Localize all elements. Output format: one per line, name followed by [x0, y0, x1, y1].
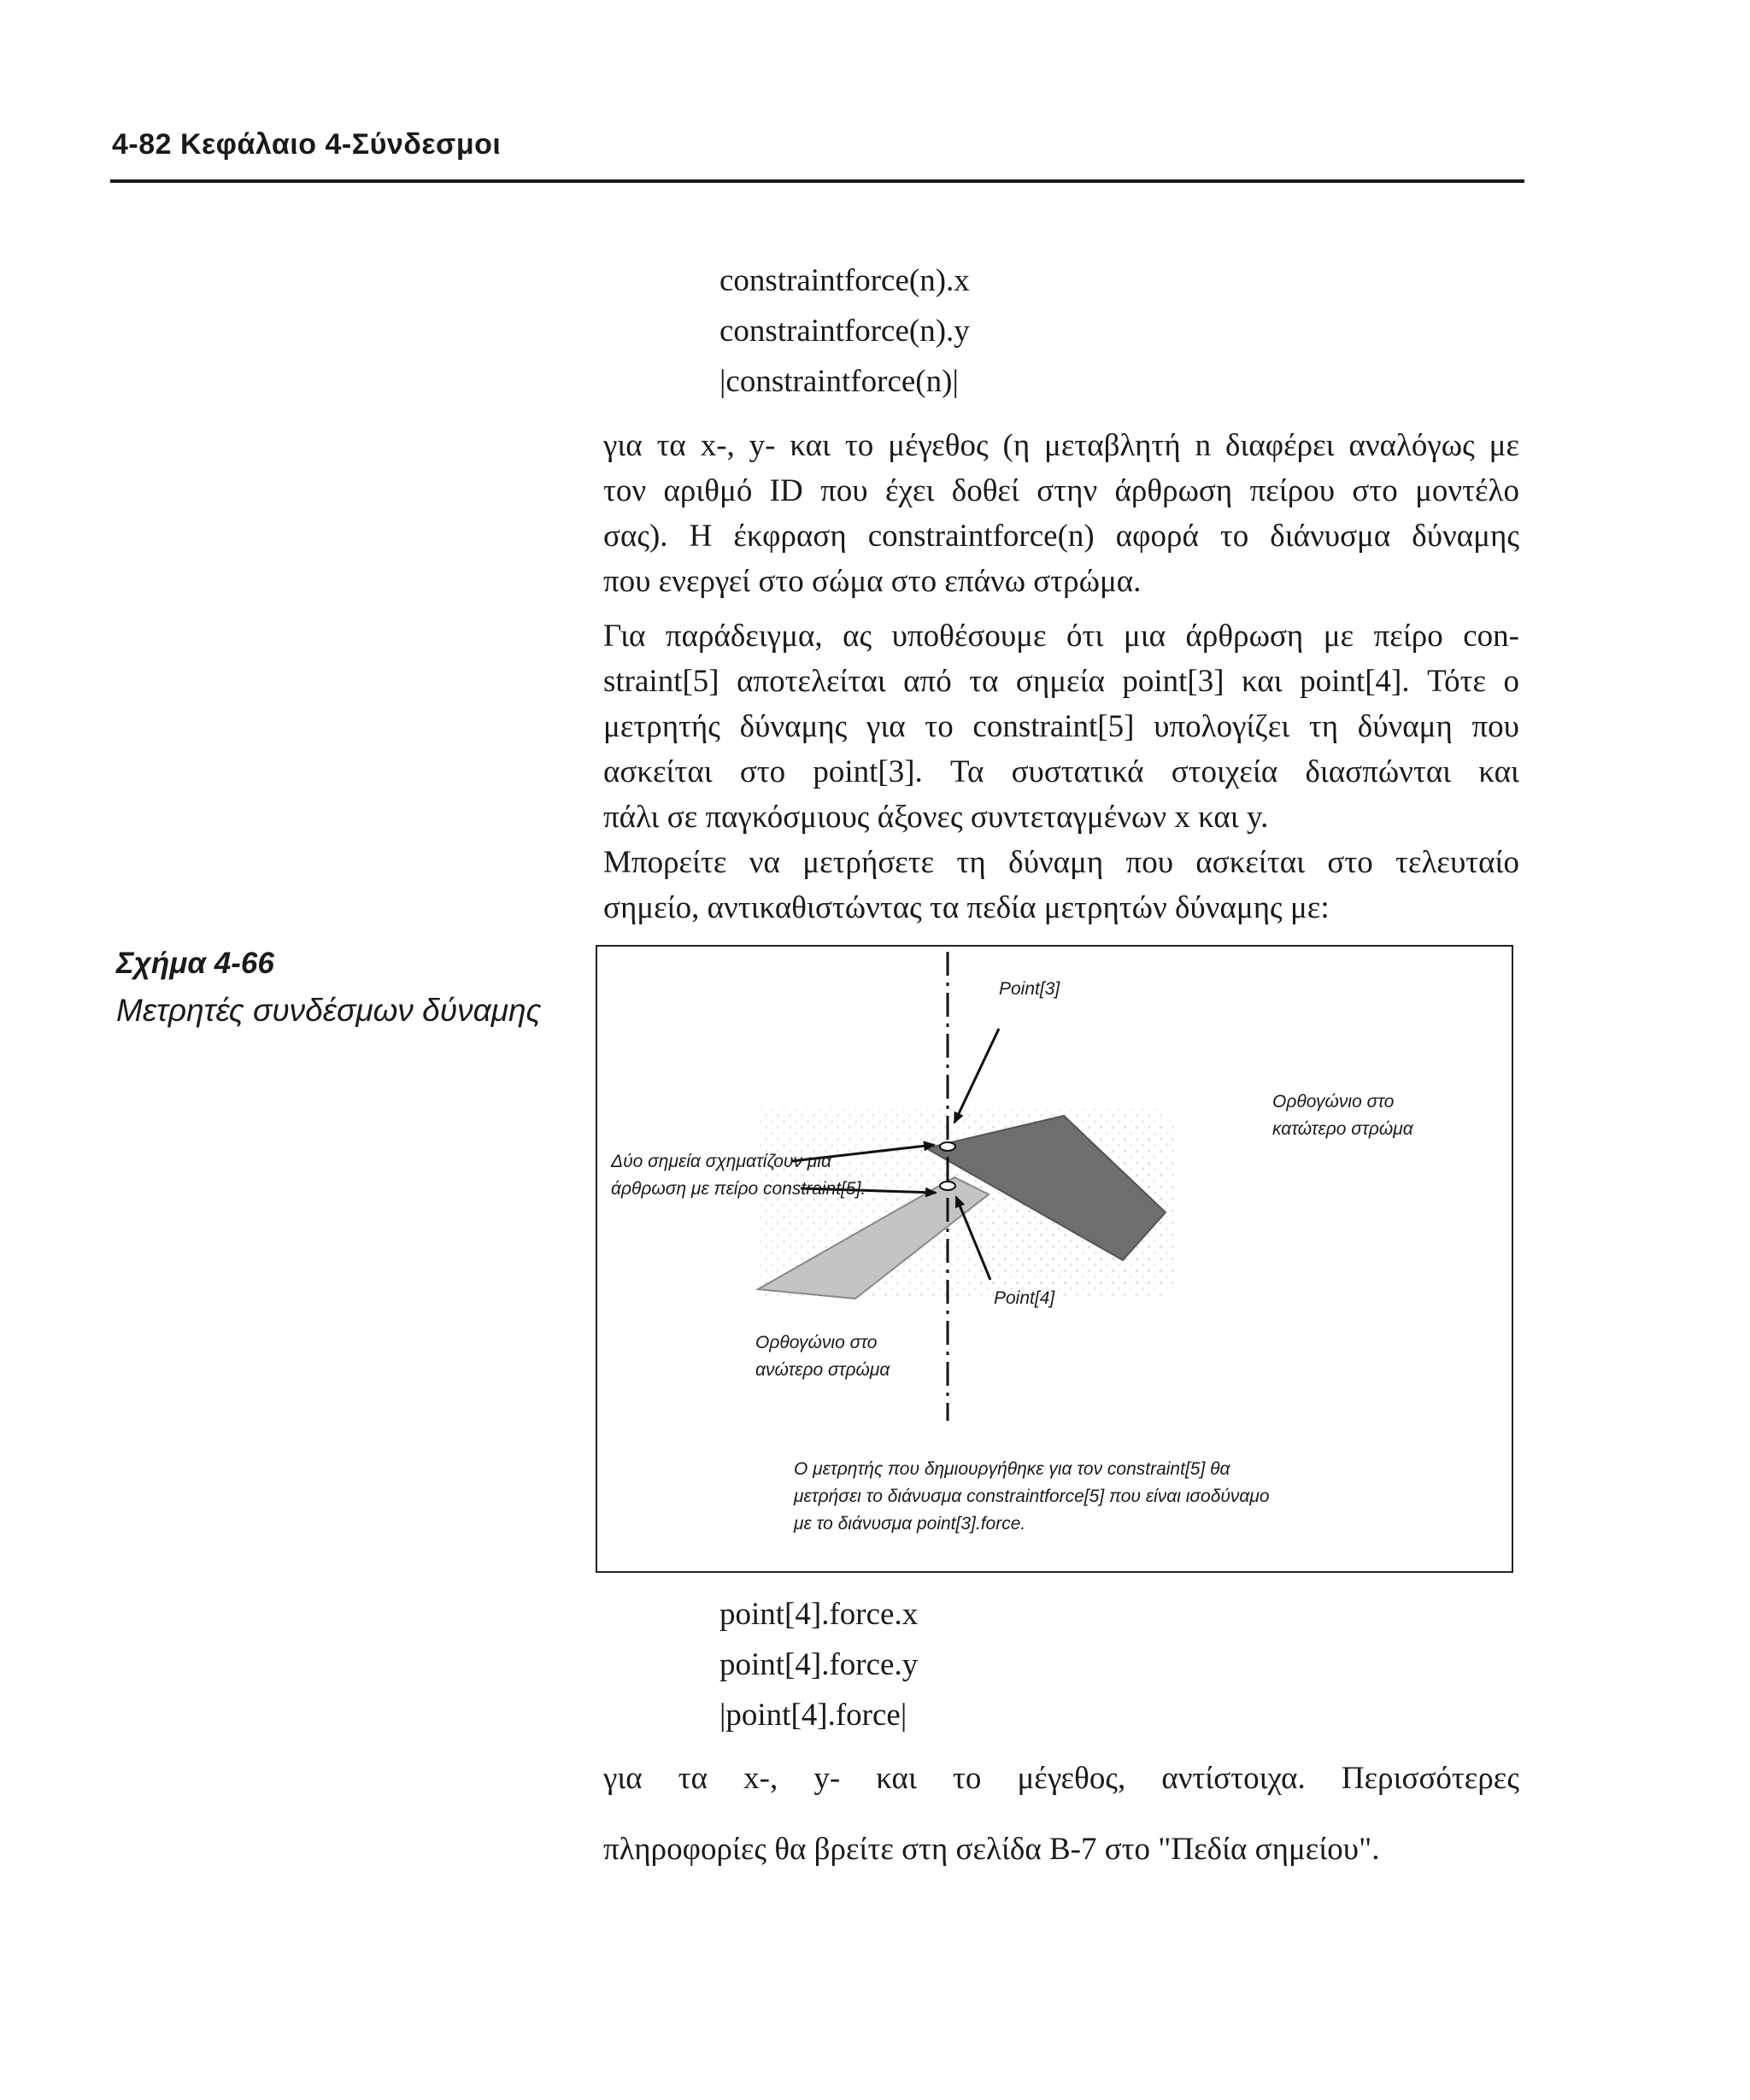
- paragraph: [603, 613, 1519, 840]
- label-upper-rectangle: [755, 1329, 890, 1384]
- paragraph-line: ασκείται στο point[3]. Τα συστατικά στοιχεία διασπώνται και: [603, 754, 1519, 789]
- paragraph-line: straint[5] αποτελείται από τα σημεία point[3] και point[4]. Τότε ο: [603, 664, 1519, 699]
- paragraph-line: τον αριθμό ID που έχει δοθεί στην άρθρωση πείρου στο μοντέλο: [603, 473, 1519, 508]
- paragraph-line: μετρητής δύναμης για το constraint[5] υπολογίζει τη δύναμη που: [603, 709, 1519, 744]
- label-point-3: Point[3]: [999, 979, 1060, 999]
- point-3-marker: [940, 1142, 955, 1151]
- label-line: Ορθογώνιο στο: [1272, 1092, 1395, 1112]
- figure-number: Σχήμα 4-66: [116, 947, 274, 980]
- code-line: point[4].force.y: [719, 1647, 919, 1682]
- closing-line: για τα x-, y- και το μέγεθος, αντίστοιχα. Περισσότερες: [603, 1761, 1519, 1796]
- label-line: μετρήσει το διάνυσμα constraintforce[5] που είναι ισοδύναμο: [794, 1487, 1270, 1506]
- label-line: Δύο σημεία σχηματίζουν μια: [611, 1152, 831, 1171]
- paragraph-line: Μπορείτε να μετρήσετε τη δύναμη που ασκείται στο τελευταίο: [603, 845, 1519, 880]
- code-line: constraintforce(n).x: [719, 263, 970, 298]
- label-line: κατώτερο στρώμα: [1272, 1119, 1413, 1139]
- label-line: ανώτερο στρώμα: [755, 1360, 890, 1380]
- label-line: Ορθογώνιο στο: [755, 1333, 878, 1352]
- paragraph: [603, 423, 1519, 604]
- point-4-marker: [940, 1182, 955, 1190]
- figure-note: [794, 1456, 1270, 1538]
- page-header-title: 4-82 Κεφάλαιο 4-Σύνδεσμοι: [112, 128, 502, 161]
- paragraph: [603, 840, 1519, 930]
- label-line: Ο μετρητής που δημιουργήθηκε για τον constraint[5] θα: [794, 1459, 1230, 1479]
- label-line: με το διάνυσμα point[3].force.: [794, 1514, 1026, 1534]
- code-line: constraintforce(n).y: [719, 314, 970, 349]
- paragraph-line: σημείο, αντικαθιστώντας τα πεδία μετρητών δύναμης με:: [603, 890, 1330, 925]
- figure-caption: Μετρητές συνδέσμων δύναμης: [116, 993, 542, 1028]
- closing-line: πληροφορίες θα βρείτε στη σελίδα B-7 στο "Πεδία σημείου".: [603, 1832, 1380, 1867]
- paragraph-line: πάλι σε παγκόσμιους άξονες συντεταγμένων x και y.: [603, 800, 1269, 835]
- label-line: άρθρωση με πείρο constraint[5].: [611, 1179, 866, 1199]
- label-lower-rectangle: [1272, 1088, 1413, 1143]
- code-line: |point[4].force|: [719, 1698, 907, 1733]
- label-two-points: [611, 1148, 866, 1203]
- figure-diagram: [596, 945, 1513, 1573]
- header-divider: [110, 179, 1524, 183]
- paragraph-line: Για παράδειγμα, ας υποθέσουμε ότι μια άρθρωση με πείρο con-: [603, 619, 1519, 654]
- code-line: point[4].force.x: [719, 1597, 919, 1632]
- arrow-point-3: [954, 1029, 999, 1123]
- paragraph-line: σας). Η έκφραση constraintforce(n) αφορά το διάνυσμα δύναμης: [603, 519, 1519, 554]
- code-line: |constraintforce(n)|: [719, 364, 959, 399]
- paragraph-line: που ενεργεί στο σώμα στο επάνω στρώμα.: [603, 564, 1142, 599]
- paragraph-line: για τα x-, y- και το μέγεθος (η μεταβλητή n διαφέρει αναλόγως με: [603, 428, 1519, 463]
- label-point-4: Point[4]: [994, 1288, 1055, 1308]
